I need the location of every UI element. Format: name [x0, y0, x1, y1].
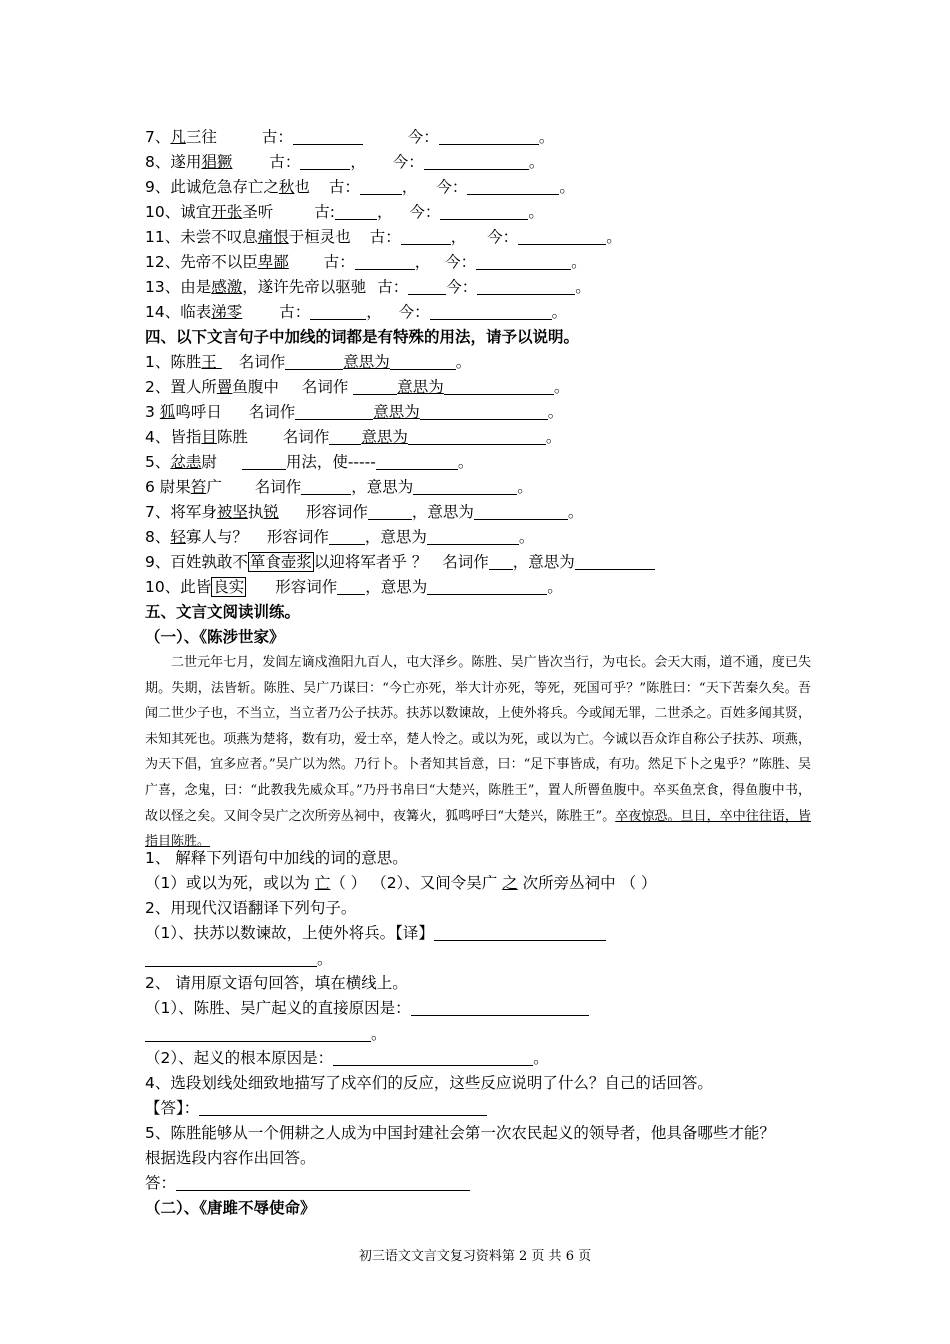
answer-blank[interactable]	[360, 178, 402, 195]
answer-blank[interactable]	[430, 303, 552, 320]
answer-blank[interactable]	[477, 278, 575, 295]
answer-blank[interactable]	[408, 428, 546, 445]
answer-blank[interactable]	[420, 403, 548, 420]
key-word: 涕零	[211, 303, 243, 321]
question-4: 4、选段划线处细致地描写了戍卒们的反应，这些反应说明了什么？自己的话回答。	[145, 1074, 713, 1092]
answer-blank[interactable]	[337, 578, 365, 595]
question-3-part-1: （1）、陈胜、吴广起义的直接原因是：	[145, 997, 589, 1019]
usage-item-10: 10、此皆 良实 形容词作 ，意思为 。	[145, 578, 563, 596]
key-word: 开张	[211, 203, 243, 221]
vocab-item-11: 11、未尝不叹息痛恨于桓灵也 古： ， 今： 。	[145, 228, 622, 246]
usage-item-1: 1、陈胜王 名词作 意思为 。	[145, 353, 472, 371]
usage-item-2: 2、置人所罾鱼腹中 名词作 意思为 。	[145, 378, 570, 396]
answer-blank[interactable]	[474, 503, 568, 520]
answer-blank[interactable]	[376, 453, 458, 470]
answer-blank[interactable]	[329, 428, 361, 445]
answer-blank[interactable]	[310, 303, 366, 320]
key-word: 笞	[190, 478, 207, 496]
answer-blank[interactable]	[424, 153, 529, 170]
section-5-heading: 五、文言文阅读训练。	[145, 603, 301, 621]
page-footer: 初三语文文言文复习资料第 2 页 共 6 页	[358, 1249, 592, 1264]
key-word: 痛恨	[257, 228, 289, 246]
answer-blank[interactable]	[467, 178, 559, 195]
answer-blank[interactable]	[444, 378, 554, 395]
key-word: 箪食壶浆	[249, 553, 312, 571]
answer-blank[interactable]	[411, 999, 589, 1016]
key-word: 良实	[213, 578, 245, 596]
vocab-item-12: 12、先帝不以臣卑鄙 古： ， 今： 。	[145, 253, 587, 271]
answer-blank[interactable]	[440, 203, 528, 220]
answer-blank[interactable]	[427, 578, 547, 595]
answer-blank[interactable]	[242, 453, 286, 470]
section-4-heading: 四、以下文言句子中加线的词都是有特殊的用法，请予以说明。	[145, 328, 580, 346]
key-word: 狐	[159, 403, 176, 421]
question-1: 1、 解释下列语句中加线的词的意思。	[145, 849, 408, 867]
usage-item-4: 4、皆指目陈胜 名词作 意思为 。	[145, 428, 562, 446]
question-4-answer: 【答】：	[145, 1097, 487, 1119]
vocab-item-8: 8、遂用猖獗 古： ， 今： 。	[145, 153, 545, 171]
answer-blank[interactable]	[285, 353, 343, 370]
key-word: 猖獗	[201, 153, 233, 171]
answer-blank[interactable]	[353, 378, 397, 395]
question-2: 2、用现代汉语翻译下列句子。	[145, 899, 357, 917]
answer-blank[interactable]	[427, 528, 519, 545]
question-3-part-2: （2）、起义的根本原因是： 。	[145, 1049, 549, 1067]
question-5-line-2: 根据选段内容作出回答。	[145, 1149, 316, 1167]
usage-item-6: 6 尉果笞广 名词作 ，意思为 。	[145, 478, 533, 496]
answer-blank[interactable]	[355, 253, 415, 270]
passage-1-title: （一）、《陈涉世家》	[145, 628, 285, 646]
key-word: 凡	[170, 128, 186, 146]
answer-blank[interactable]	[476, 253, 571, 270]
vocab-item-7: 7、凡三往 古： 今： 。	[145, 128, 555, 146]
answer-blank[interactable]	[518, 228, 606, 245]
key-word: 王	[201, 353, 217, 371]
question-3: 2、 请用原文语句回答，填在横线上。	[145, 974, 408, 992]
answer-blank[interactable]	[434, 924, 606, 941]
answer-blank[interactable]	[390, 353, 456, 370]
key-word: 卑鄙	[257, 253, 289, 271]
question-2-continuation: 。	[145, 948, 333, 970]
key-word: 目	[201, 428, 217, 446]
answer-blank[interactable]	[368, 503, 412, 520]
answer-blank[interactable]	[575, 553, 655, 570]
key-word: 之	[502, 874, 518, 892]
answer-blank[interactable]	[401, 228, 451, 245]
key-word: 锐	[263, 503, 279, 521]
answer-blank[interactable]	[408, 278, 446, 295]
question-2-part-1: （1）、扶苏以数谏故，上使外将兵。【译】	[145, 922, 606, 944]
question-5-line-1: 5、陈胜能够从一个佣耕之人成为中国封建社会第一次农民起义的领导者，他具备哪些才能？	[145, 1124, 775, 1142]
usage-item-8: 8、轻寡人与？ 形容词作 ，意思为 。	[145, 528, 535, 546]
vocab-item-14: 14、临表涕零 古： ， 今： 。	[145, 303, 568, 321]
key-word: 被坚	[216, 503, 248, 521]
usage-item-5: 5、忿恚尉 用法，使----- 。	[145, 453, 474, 471]
key-word: 轻	[170, 528, 186, 546]
question-3-continuation: 。	[145, 1023, 387, 1045]
answer-blank[interactable]	[333, 1049, 533, 1066]
answer-blank[interactable]	[439, 128, 539, 145]
answer-blank[interactable]	[293, 128, 363, 145]
passage-text: 二世元年七月，发闾左谪戍渔阳九百人，屯大泽乡。陈胜、吴广皆次当行，为屯长。会天大雨，道不通，度已失期。失期，法皆斩。陈胜、吴广乃谋曰：“今亡亦死，举大计亦死，等死，死国可乎？”陈胜曰：“天下苦秦久矣。吾闻二世少子也，不当立，当立者乃公子扶苏。扶苏以数谏故，上使外将兵。今或闻无罪，二世杀之。百姓多闻其贤，未知其死也。项燕为楚将，数有功，爱士卒，楚人怜之。或以为死，或以为亡。今诚以吾众诈自称公子扶苏、项燕，为天下倡，宜多应者。”吴广以为然。乃行卜。卜者知其旨意，曰：“足下事皆成，有功。然足下卜之鬼乎？”陈胜、吴广喜，念鬼，曰：“此教我先威众耳。”乃丹书帛曰“大楚兴，陈胜王”，置人所罾鱼腹中。卒买鱼烹食，得鱼腹中书，故以怪之矣。又间令吴广之次所旁丛祠中，夜篝火，狐鸣呼曰“大楚兴，陈胜王”。卒夜惊恐。旦日，卒中往往语，皆指目陈胜。	[145, 655, 811, 850]
vocab-item-13: 13、由是感激，遂许先帝以驱驰 古： 今： 。	[145, 278, 591, 296]
question-5-answer: 答：	[145, 1172, 470, 1194]
answer-blank[interactable]	[335, 203, 377, 220]
answer-blank[interactable]	[301, 478, 351, 495]
usage-item-3: 3 狐鸣呼日 名词作 意思为 。	[145, 403, 564, 421]
passage-2-title: （二）、《唐雎不辱使命》	[145, 1199, 316, 1217]
underlined-sentence: 卒夜惊恐。旦日，卒中往往语，皆指目陈胜。	[145, 808, 811, 850]
vocab-item-10: 10、诚宜开张圣听 古: ， 今： 。	[145, 203, 544, 221]
answer-blank[interactable]	[329, 528, 365, 545]
answer-blank[interactable]	[413, 478, 517, 495]
usage-item-7: 7、将军身被坚执锐 形容词作 ，意思为 。	[145, 503, 584, 521]
answer-blank[interactable]	[145, 1025, 371, 1042]
vocab-item-9: 9、此诚危急存亡之秋也 古： ， 今： 。	[145, 178, 575, 196]
answer-blank[interactable]	[295, 403, 373, 420]
answer-blank[interactable]	[199, 1099, 487, 1116]
key-word: 感激	[211, 278, 243, 296]
answer-blank[interactable]	[145, 950, 317, 967]
question-1-parts: （1）或以为死，或以为 亡（ ） （2）、又间令吴广 之 次所旁丛祠中 （ ）	[145, 874, 657, 892]
answer-blank[interactable]	[300, 153, 350, 170]
key-word: 秋	[278, 178, 295, 196]
answer-blank[interactable]	[489, 553, 513, 570]
usage-item-9: 9、百姓孰敢不 箪食壶浆 以迎将军者乎 ？ 名词作 ，意思为	[145, 551, 655, 573]
key-word: 亡	[314, 874, 331, 892]
answer-blank[interactable]	[176, 1174, 470, 1191]
key-word: 忿恚	[170, 453, 202, 471]
key-word: 罾	[216, 378, 233, 396]
